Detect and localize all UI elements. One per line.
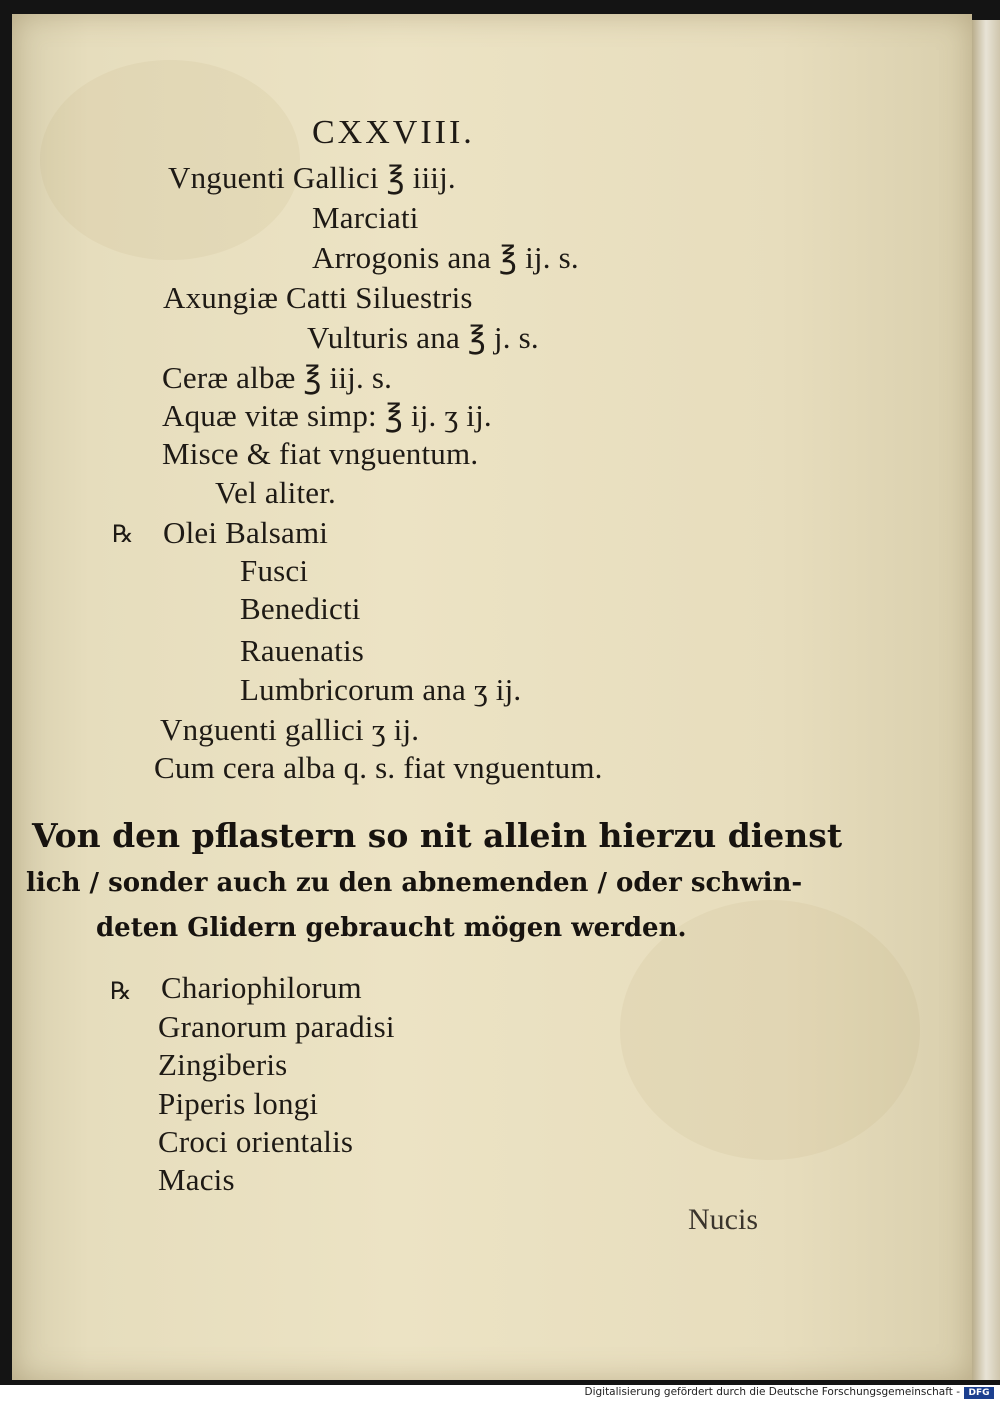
- section-heading-line: lich / sonder auch zu den abnemenden / oder schwin-: [26, 868, 803, 898]
- dfg-logo: DFG: [964, 1387, 994, 1399]
- text-line: Croci orientalis: [158, 1124, 354, 1159]
- section-heading-line: deten Glidern gebraucht mögen werden.: [96, 913, 687, 943]
- recipe-symbol: ℞: [112, 522, 134, 548]
- text-line: Lumbricorum ana ʒ ij.: [240, 672, 522, 707]
- text-line: Fusci: [240, 553, 309, 588]
- text-line: Cum cera alba q. s. fiat vnguentum.: [154, 750, 603, 785]
- recipe-symbol: ℞: [110, 979, 132, 1005]
- text-line: Macis: [158, 1162, 235, 1197]
- text-line: Aquæ vitæ simp: ℥ ij. ʒ ij.: [162, 398, 492, 433]
- text-line: Vel aliter.: [215, 475, 336, 510]
- text-line: Vnguenti gallici ʒ ij.: [160, 712, 420, 747]
- footer-credit: Digitalisierung gefördert durch die Deutsche Forschungsgemeinschaft -: [584, 1386, 960, 1398]
- text-line: Misce & fiat vnguentum.: [162, 436, 479, 471]
- text-line: Axungiæ Catti Siluestris: [163, 280, 473, 315]
- text-line: Arrogonis ana ℥ ij. s.: [312, 240, 579, 275]
- text-line: Benedicti: [240, 591, 361, 626]
- text-line: Chariophilorum: [161, 970, 362, 1005]
- text-line: Vnguenti Gallici ℥ iiij.: [168, 160, 456, 195]
- page-edge: [972, 20, 1000, 1380]
- text-line: Granorum paradisi: [158, 1009, 395, 1044]
- text-line: Zingiberis: [158, 1047, 288, 1082]
- text-line: Vulturis ana ℥ j. s.: [307, 320, 539, 355]
- text-line: Olei Balsami: [163, 515, 329, 550]
- folio-number: CXXVIII.: [312, 114, 475, 151]
- text-line: Piperis longi: [158, 1086, 319, 1121]
- text-line: Ceræ albæ ℥ iij. s.: [162, 360, 393, 395]
- catchword: Nucis: [688, 1203, 758, 1236]
- section-heading-line: Von den pflastern so nit allein hierzu dienst: [32, 816, 843, 855]
- text-line: Marciati: [312, 200, 419, 235]
- text-line: Rauenatis: [240, 633, 365, 668]
